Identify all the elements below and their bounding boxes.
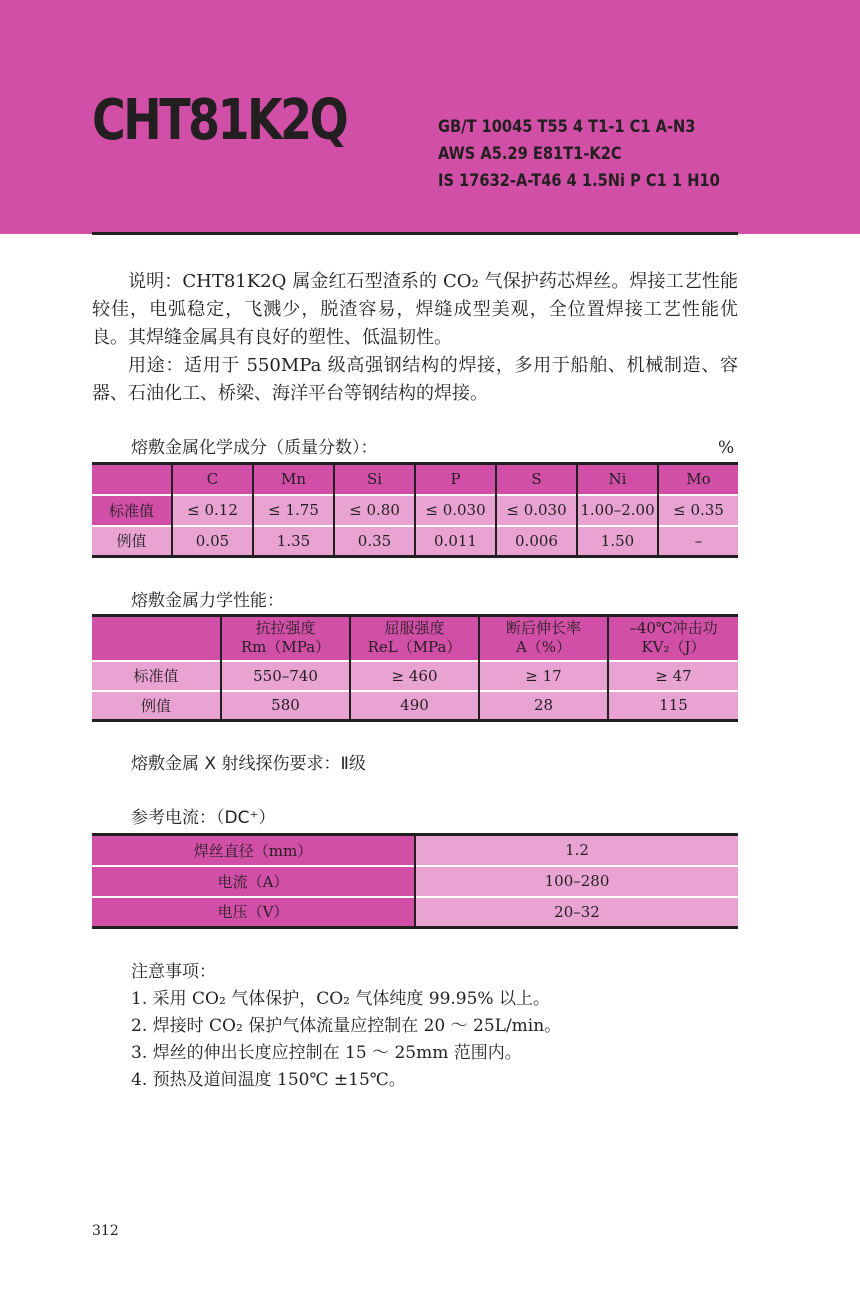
- table-row: [92, 661, 738, 691]
- table-header-cell: Ni: [577, 464, 658, 495]
- table-header-cell: [92, 616, 221, 661]
- xray-label: 熔敷金属 X 射线探伤要求：: [131, 754, 341, 774]
- table-cell: 100–280: [415, 866, 738, 897]
- header-unit-line: KV₂（J）: [641, 638, 706, 657]
- table-cell: 0.35: [334, 526, 415, 557]
- table-cell: ≤ 0.35: [658, 495, 738, 526]
- table-cell: 0.011: [415, 526, 496, 557]
- header-line: 断后伸长率: [505, 619, 581, 638]
- table-cell: 490: [350, 691, 479, 721]
- chemical-table: [92, 462, 738, 558]
- description-lead: 说明：: [128, 271, 183, 292]
- description-block: [92, 268, 738, 408]
- table-header-cell: [221, 616, 350, 661]
- list-item: 2. 焊接时 CO₂ 保护气体流量应控制在 20 ～ 25L/min。: [131, 1016, 562, 1036]
- table-cell: 1.50: [577, 526, 658, 557]
- table-cell: ≥ 17: [479, 661, 608, 691]
- table-row: [92, 835, 738, 866]
- chemical-heading: 熔敷金属化学成分（质量分数）：: [131, 438, 378, 458]
- table-cell: 580: [221, 691, 350, 721]
- row-label: 例值: [92, 691, 221, 721]
- table-cell: 0.006: [496, 526, 577, 557]
- table-cell: 20–32: [415, 897, 738, 928]
- table-cell: –: [658, 526, 738, 557]
- table-header-cell: [92, 464, 172, 495]
- list-item: 1. 采用 CO₂ 气体保护，CO₂ 气体纯度 99.95% 以上。: [131, 989, 550, 1009]
- current-heading: [131, 806, 275, 830]
- row-label: 标准值: [92, 495, 172, 526]
- chemical-header-row: [92, 464, 738, 495]
- header-unit-line: A（%）: [515, 638, 572, 657]
- header-divider: [92, 232, 738, 235]
- row-label: 电流（A）: [92, 866, 415, 897]
- chemical-unit: %: [718, 438, 735, 458]
- current-label: 参考电流：: [131, 808, 216, 828]
- table-header-cell: Si: [334, 464, 415, 495]
- row-label: 例值: [92, 526, 172, 557]
- table-header-cell: [350, 616, 479, 661]
- current-polarity: （DC⁺）: [216, 808, 276, 828]
- table-cell: ≤ 0.80: [334, 495, 415, 526]
- table-header-cell: P: [415, 464, 496, 495]
- table-row: [92, 691, 738, 721]
- table-cell: 550–740: [221, 661, 350, 691]
- table-cell: 1.2: [415, 835, 738, 866]
- table-cell: ≥ 47: [608, 661, 738, 691]
- table-header-cell: [608, 616, 738, 661]
- list-item: 3. 焊丝的伸出长度应控制在 15 ～ 25mm 范围内。: [131, 1043, 522, 1063]
- notes-heading: 注意事项：: [131, 962, 216, 982]
- mechanical-header-row: [92, 616, 738, 661]
- table-cell: ≤ 0.12: [172, 495, 253, 526]
- description-paragraph: [92, 268, 738, 352]
- table-header-cell: Mn: [253, 464, 334, 495]
- standard-aws: AWS A5.29 E81T1-K2C: [438, 144, 622, 164]
- row-label: 电压（V）: [92, 897, 415, 928]
- mechanical-heading: 熔敷金属力学性能：: [131, 591, 284, 611]
- usage-lead: 用途：: [128, 355, 185, 376]
- standard-gb: GB/T 10045 T55 4 T1-1 C1 A-N3: [438, 117, 696, 137]
- table-cell: 115: [608, 691, 738, 721]
- list-item: 4. 预热及道间温度 150℃ ±15℃。: [131, 1070, 406, 1090]
- table-row: [92, 495, 738, 526]
- page-number: 312: [92, 1223, 119, 1239]
- header-unit-line: Rm（MPa）: [240, 638, 331, 657]
- mechanical-table: [92, 614, 738, 722]
- table-cell: 1.00–2.00: [577, 495, 658, 526]
- table-header-cell: S: [496, 464, 577, 495]
- table-header-cell: C: [172, 464, 253, 495]
- header-line: 屈服强度: [384, 619, 445, 638]
- header-line: 抗拉强度: [255, 619, 316, 638]
- table-row: [92, 526, 738, 557]
- table-header-cell: Mo: [658, 464, 738, 495]
- table-cell: ≥ 460: [350, 661, 479, 691]
- xray-grade: Ⅱ级: [340, 754, 366, 774]
- standard-is: IS 17632-A-T46 4 1.5Ni P C1 1 H10: [438, 171, 720, 191]
- usage-text: 适用于 550MPa 级高强钢结构的焊接，多用于船舶、机械制造、容器、石油化工、桥梁、海洋平台等钢结构的焊接。: [92, 355, 739, 404]
- header-unit-line: ReL（MPa）: [367, 638, 462, 657]
- table-row: [92, 897, 738, 928]
- notes-list: [131, 986, 561, 1094]
- row-label: 焊丝直径（mm）: [92, 835, 415, 866]
- table-cell: 28: [479, 691, 608, 721]
- table-cell: 0.05: [172, 526, 253, 557]
- table-header-cell: [479, 616, 608, 661]
- table-row: [92, 866, 738, 897]
- standards-list: [438, 114, 766, 195]
- description-text: CHT81K2Q 属金红石型渣系的 CO₂ 气保护药芯焊丝。焊接工艺性能较佳，电弧稳定，飞溅少，脱渣容易，焊缝成型美观，全位置焊接工艺性能优良。其焊缝金属具有良好的塑性、低温韧性。: [92, 271, 738, 348]
- current-table: [92, 833, 738, 929]
- xray-heading: [131, 752, 366, 776]
- table-cell: 1.35: [253, 526, 334, 557]
- product-title: CHT81K2Q: [92, 88, 347, 153]
- table-cell: ≤ 1.75: [253, 495, 334, 526]
- usage-paragraph: [92, 352, 738, 408]
- table-cell: ≤ 0.030: [415, 495, 496, 526]
- table-cell: ≤ 0.030: [496, 495, 577, 526]
- row-label: 标准值: [92, 661, 221, 691]
- header-line: –40℃冲击功: [629, 619, 718, 638]
